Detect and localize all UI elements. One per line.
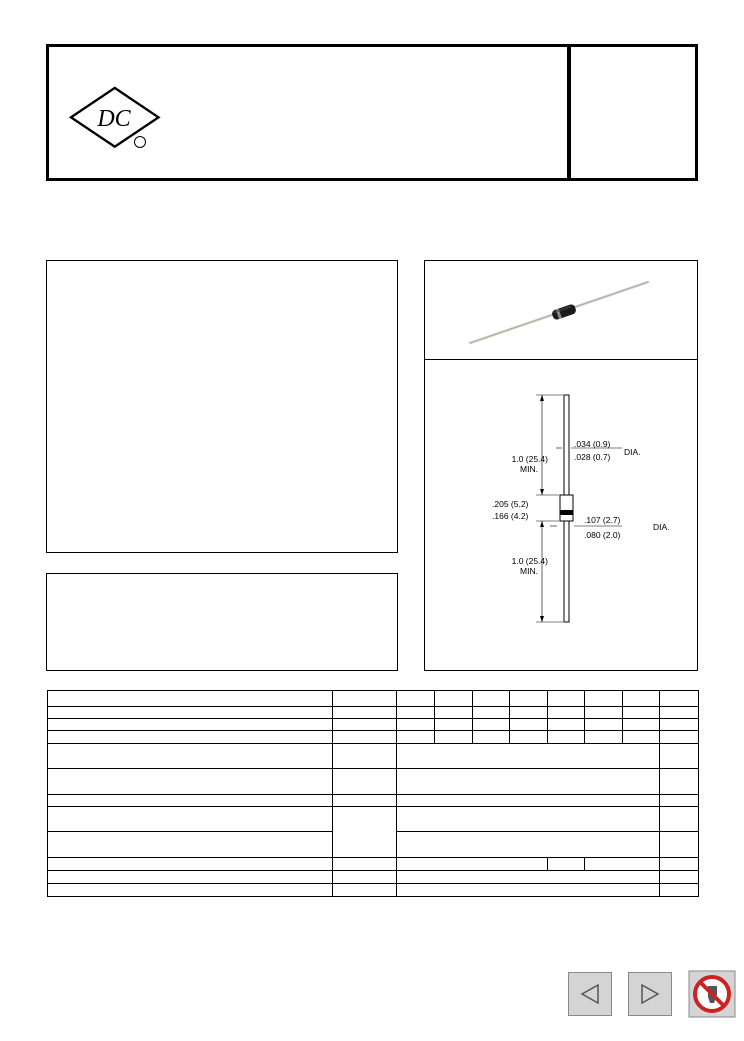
logo-monogram: DC: [97, 106, 131, 132]
lead-length-top: 1.0 (25.4): [511, 454, 548, 464]
table-row: [48, 731, 699, 744]
lead-length-bottom: 1.0 (25.4): [511, 556, 548, 566]
body-length-min: .166 (4.2): [492, 511, 529, 521]
registered-circle-icon: [135, 137, 146, 148]
diode-photo: [460, 275, 660, 350]
table-row: [48, 795, 699, 807]
header-divider: [567, 44, 571, 181]
package-outline-drawing: [424, 360, 698, 671]
lead-length-top-min: MIN.: [520, 464, 538, 474]
lead-dia-min: .028 (0.7): [574, 452, 611, 462]
stop-icon: [688, 970, 736, 1018]
ratings-table: [47, 690, 699, 897]
lead-length-bottom-min: MIN.: [520, 566, 538, 576]
table-row: [48, 871, 699, 884]
lead-dia-max: .034 (0.9): [574, 439, 611, 449]
next-page-icon: [637, 981, 663, 1007]
table-row: [48, 744, 699, 769]
table-row: [48, 858, 699, 871]
stop-button[interactable]: [688, 970, 736, 1018]
previous-page-icon: [577, 981, 603, 1007]
body-dia-label: DIA.: [653, 522, 670, 532]
previous-page-button[interactable]: [568, 972, 612, 1016]
mechanical-data-box: [46, 573, 398, 671]
body-dia-max: .107 (2.7): [584, 515, 621, 525]
table-row: [48, 884, 699, 897]
table-row: [48, 691, 699, 707]
table-row: [48, 769, 699, 795]
table-row: [48, 719, 699, 731]
body-length-max: .205 (5.2): [492, 499, 529, 509]
company-logo: [66, 84, 162, 150]
table-row: [48, 707, 699, 719]
features-box: [46, 260, 398, 553]
table-row: [48, 807, 699, 832]
next-page-button[interactable]: [628, 972, 672, 1016]
lead-dia-label: DIA.: [624, 447, 641, 457]
body-dia-min: .080 (2.0): [584, 530, 621, 540]
